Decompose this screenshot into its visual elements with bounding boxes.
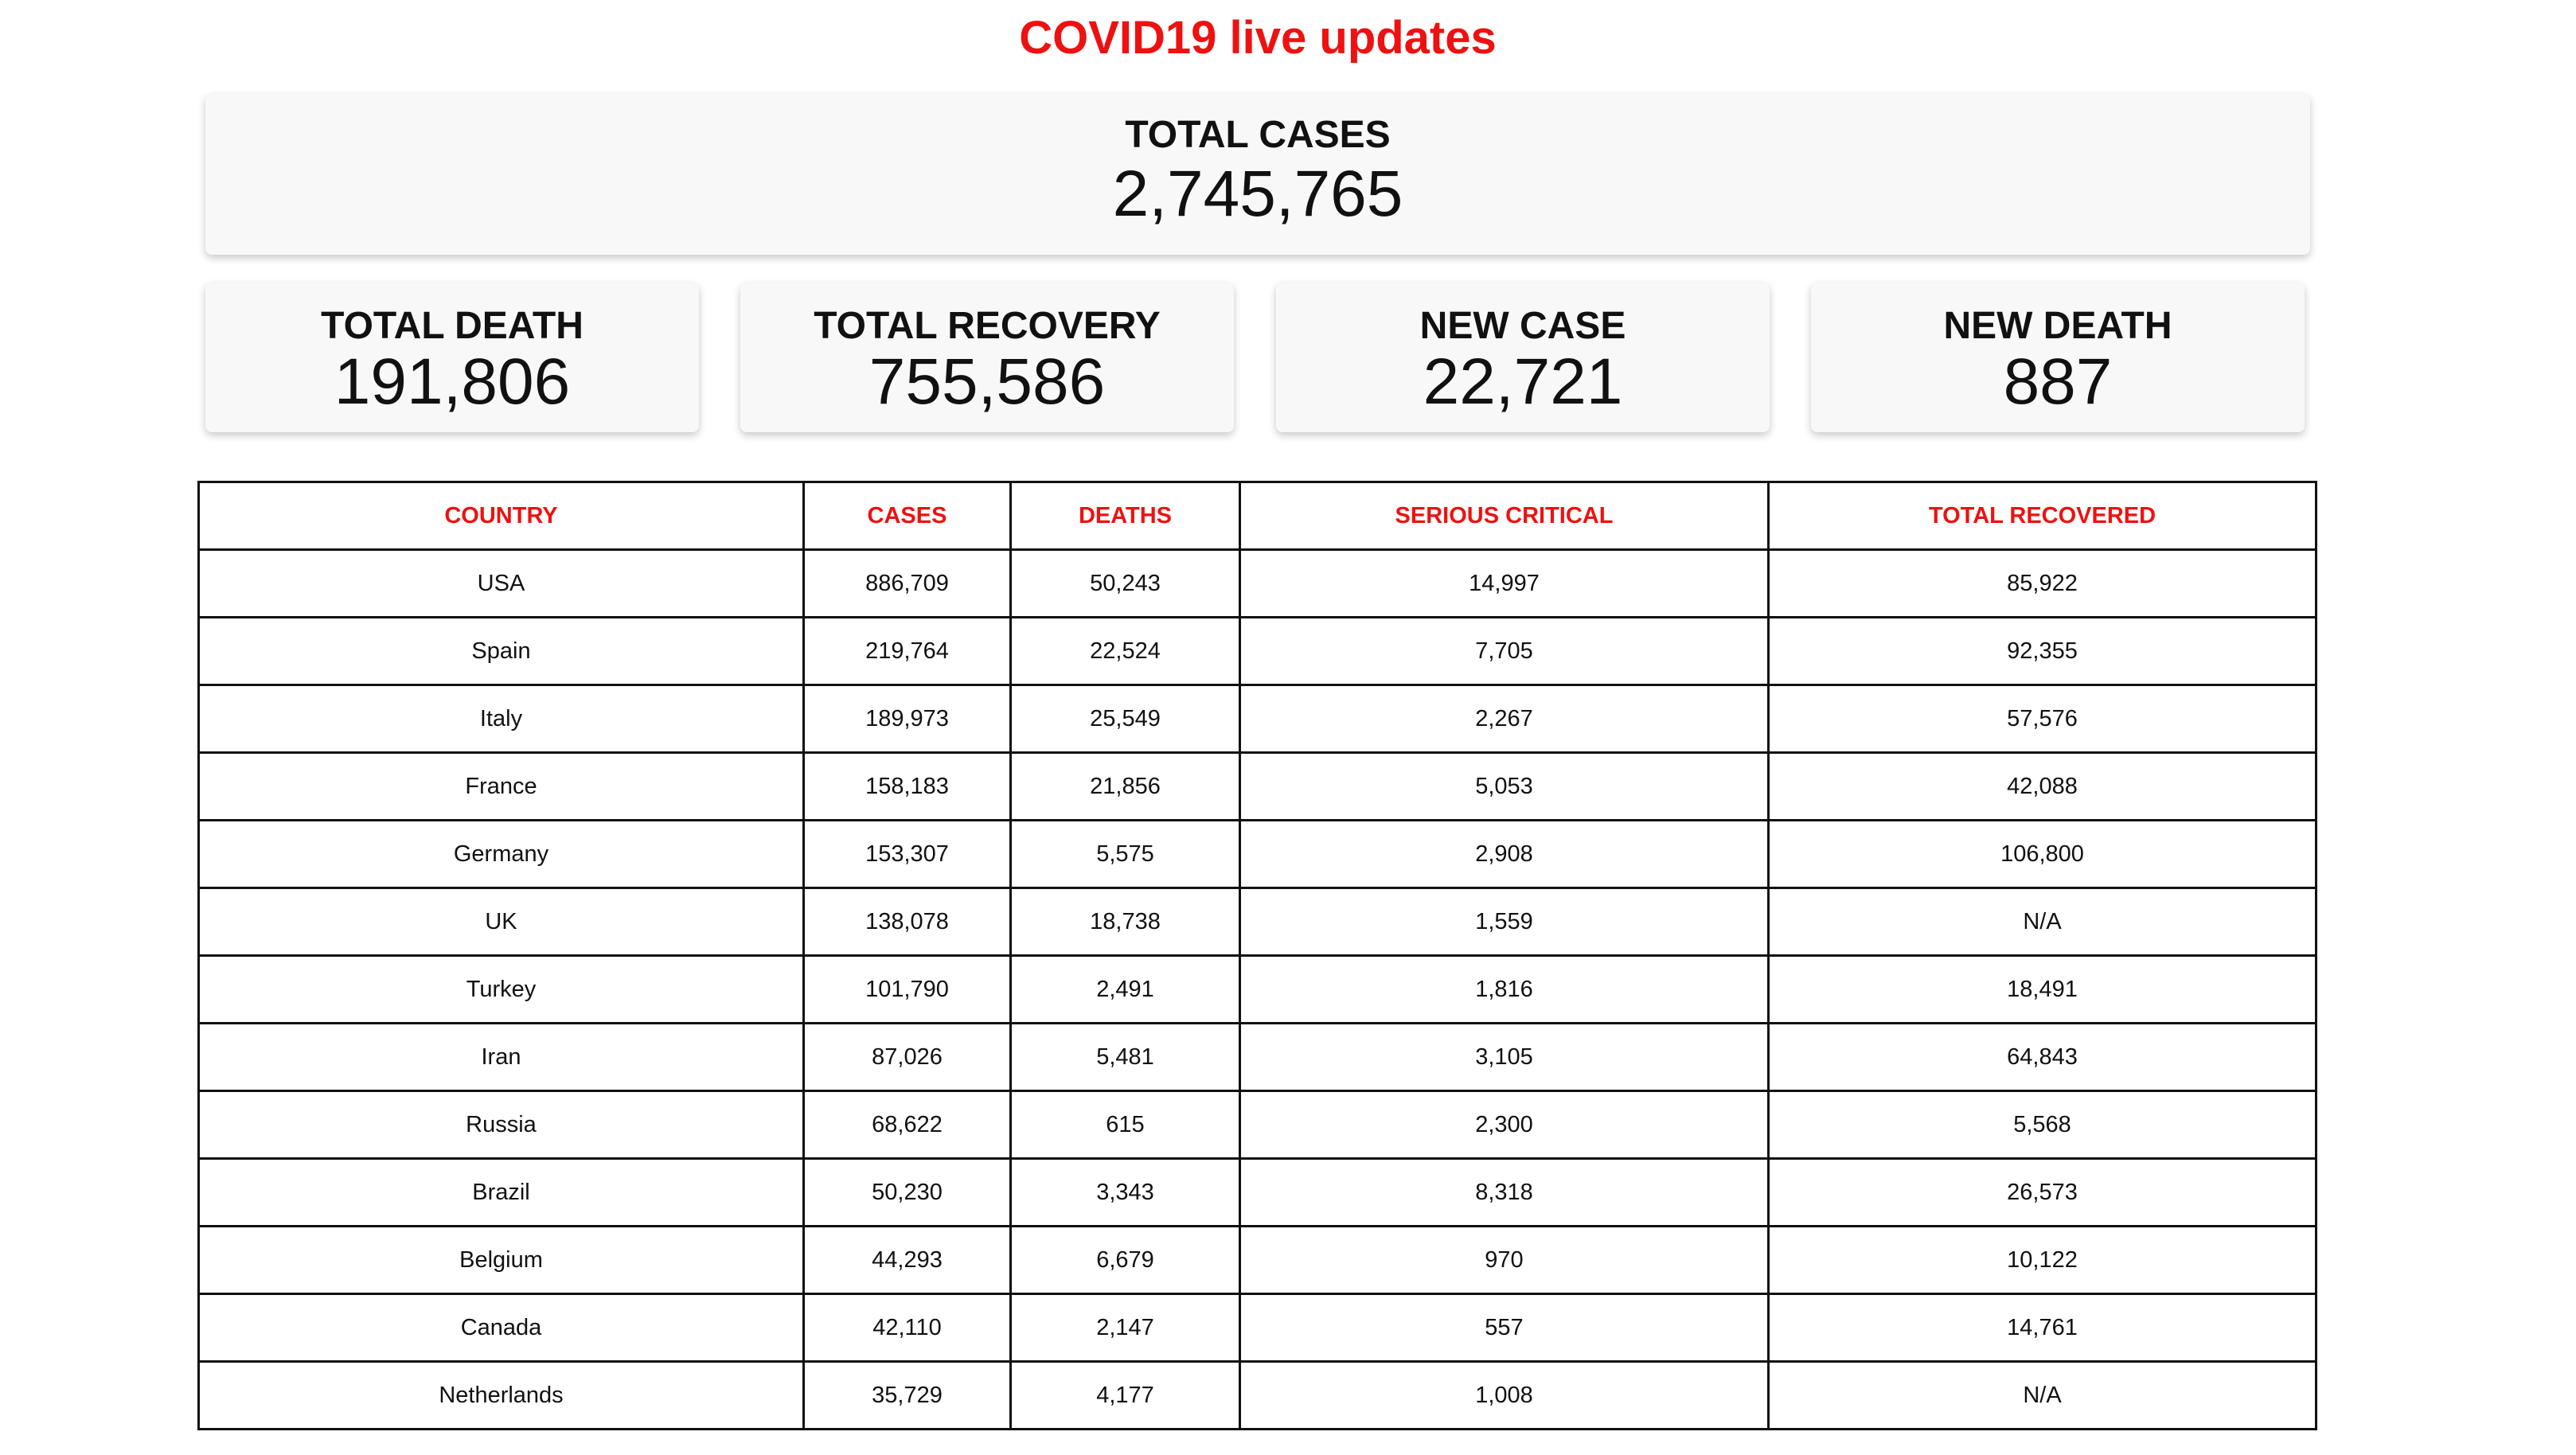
cell-country: Netherlands <box>199 1362 804 1430</box>
new-case-label: NEW CASE <box>1419 305 1626 347</box>
cell-country: Germany <box>199 821 804 888</box>
cell-deaths: 4,177 <box>1011 1362 1240 1430</box>
header-total-recovered: TOTAL RECOVERED <box>1769 482 2316 550</box>
total-recovery-label: TOTAL RECOVERY <box>814 305 1161 347</box>
new-death-card <box>1811 283 2305 432</box>
cell-total-recovered: 5,568 <box>1769 1091 2316 1159</box>
cell-total-recovered: 92,355 <box>1769 618 2316 685</box>
table-row <box>199 821 2316 888</box>
cell-deaths: 615 <box>1011 1091 1240 1159</box>
header-country: COUNTRY <box>199 482 804 550</box>
cell-total-recovered: 18,491 <box>1769 956 2316 1024</box>
cell-cases: 44,293 <box>804 1227 1011 1294</box>
new-case-card <box>1276 283 1770 432</box>
cell-deaths: 25,549 <box>1011 685 1240 753</box>
cell-serious-critical: 1,816 <box>1240 956 1769 1024</box>
cell-serious-critical: 14,997 <box>1240 550 1769 618</box>
cell-cases: 138,078 <box>804 888 1011 956</box>
cell-deaths: 6,679 <box>1011 1227 1240 1294</box>
table-row <box>199 1227 2316 1294</box>
country-table <box>197 481 2317 1430</box>
cell-total-recovered: 14,761 <box>1769 1294 2316 1362</box>
cell-country: Turkey <box>199 956 804 1024</box>
new-death-value: 887 <box>2003 345 2113 418</box>
cell-deaths: 2,491 <box>1011 956 1240 1024</box>
cell-serious-critical: 7,705 <box>1240 618 1769 685</box>
cell-cases: 219,764 <box>804 618 1011 685</box>
cell-total-recovered: N/A <box>1769 888 2316 956</box>
cell-serious-critical: 3,105 <box>1240 1024 1769 1091</box>
table-row <box>199 956 2316 1024</box>
cell-serious-critical: 2,300 <box>1240 1091 1769 1159</box>
cell-total-recovered: 10,122 <box>1769 1227 2316 1294</box>
cell-serious-critical: 1,008 <box>1240 1362 1769 1430</box>
cell-deaths: 21,856 <box>1011 753 1240 821</box>
table-row <box>199 888 2316 956</box>
cell-serious-critical: 557 <box>1240 1294 1769 1362</box>
cell-cases: 50,230 <box>804 1159 1011 1227</box>
cell-cases: 87,026 <box>804 1024 1011 1091</box>
cell-cases: 101,790 <box>804 956 1011 1024</box>
cell-deaths: 2,147 <box>1011 1294 1240 1362</box>
cell-deaths: 3,343 <box>1011 1159 1240 1227</box>
new-death-label: NEW DEATH <box>1943 305 2172 347</box>
cell-country: Iran <box>199 1024 804 1091</box>
cell-serious-critical: 1,559 <box>1240 888 1769 956</box>
total-cases-value: 2,745,765 <box>1112 158 1403 230</box>
total-cases-card <box>205 94 2310 255</box>
cell-cases: 158,183 <box>804 753 1011 821</box>
cell-deaths: 18,738 <box>1011 888 1240 956</box>
table-body <box>199 550 2316 1430</box>
total-death-value: 191,806 <box>334 345 571 418</box>
cell-country: Belgium <box>199 1227 804 1294</box>
cell-serious-critical: 2,908 <box>1240 821 1769 888</box>
cell-cases: 189,973 <box>804 685 1011 753</box>
cell-total-recovered: 57,576 <box>1769 685 2316 753</box>
cell-serious-critical: 8,318 <box>1240 1159 1769 1227</box>
table-row <box>199 753 2316 821</box>
total-death-label: TOTAL DEATH <box>321 305 584 347</box>
cell-total-recovered: 85,922 <box>1769 550 2316 618</box>
header-deaths: DEATHS <box>1011 482 1240 550</box>
cell-total-recovered: 106,800 <box>1769 821 2316 888</box>
country-table-container <box>197 481 2315 1430</box>
table-row <box>199 618 2316 685</box>
cell-country: France <box>199 753 804 821</box>
total-death-card <box>205 283 699 432</box>
cell-serious-critical: 970 <box>1240 1227 1769 1294</box>
cell-cases: 42,110 <box>804 1294 1011 1362</box>
table-row <box>199 685 2316 753</box>
cell-deaths: 50,243 <box>1011 550 1240 618</box>
cell-cases: 68,622 <box>804 1091 1011 1159</box>
page-title: COVID19 live updates <box>1019 12 1497 64</box>
cell-cases: 153,307 <box>804 821 1011 888</box>
cell-total-recovered: 42,088 <box>1769 753 2316 821</box>
table-row <box>199 550 2316 618</box>
cell-country: Brazil <box>199 1159 804 1227</box>
total-recovery-card <box>740 283 1234 432</box>
table-row <box>199 1362 2316 1430</box>
total-recovery-value: 755,586 <box>868 345 1106 418</box>
cell-cases: 35,729 <box>804 1362 1011 1430</box>
cell-total-recovered: 64,843 <box>1769 1024 2316 1091</box>
cell-country: Spain <box>199 618 804 685</box>
new-case-value: 22,721 <box>1423 345 1623 418</box>
cell-cases: 886,709 <box>804 550 1011 618</box>
cell-country: USA <box>199 550 804 618</box>
cell-deaths: 5,575 <box>1011 821 1240 888</box>
table-row <box>199 1294 2316 1362</box>
cell-country: Russia <box>199 1091 804 1159</box>
cell-deaths: 22,524 <box>1011 618 1240 685</box>
cell-country: Canada <box>199 1294 804 1362</box>
cell-country: Italy <box>199 685 804 753</box>
cell-total-recovered: N/A <box>1769 1362 2316 1430</box>
table-row <box>199 1024 2316 1091</box>
cell-country: UK <box>199 888 804 956</box>
total-cases-label: TOTAL CASES <box>1125 114 1391 156</box>
cell-serious-critical: 5,053 <box>1240 753 1769 821</box>
cell-deaths: 5,481 <box>1011 1024 1240 1091</box>
header-cases: CASES <box>804 482 1011 550</box>
table-row <box>199 1159 2316 1227</box>
cell-total-recovered: 26,573 <box>1769 1159 2316 1227</box>
cell-serious-critical: 2,267 <box>1240 685 1769 753</box>
header-serious-critical: SERIOUS CRITICAL <box>1240 482 1769 550</box>
table-header-row <box>199 482 2316 550</box>
table-row <box>199 1091 2316 1159</box>
